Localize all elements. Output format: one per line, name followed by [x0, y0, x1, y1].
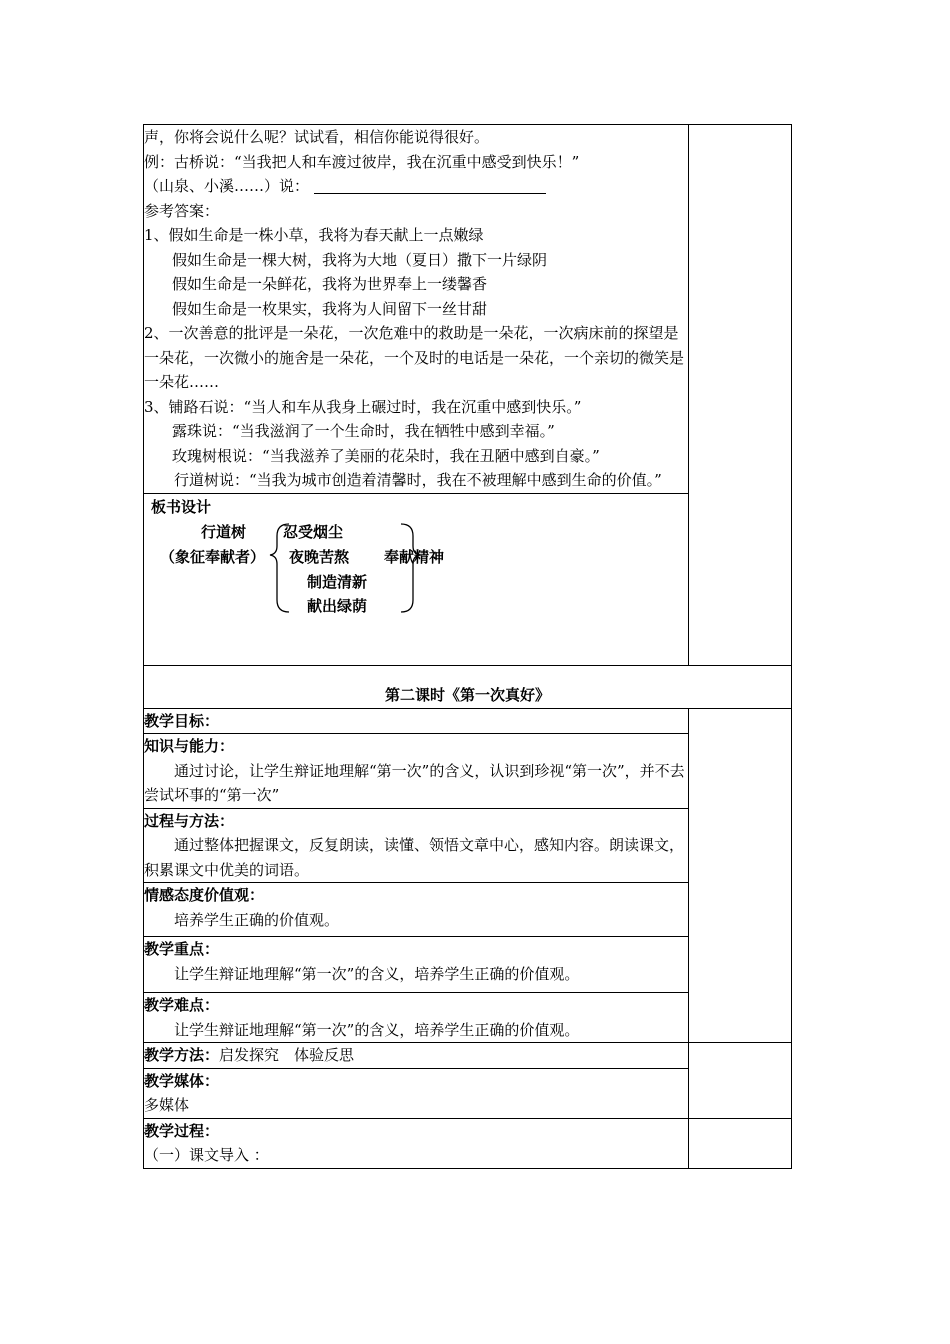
key-point-label: 教学重点： [144, 940, 220, 958]
answers-row [144, 125, 792, 494]
board-item: 献出绿荫 [307, 596, 368, 615]
answers-cell [144, 125, 689, 494]
board-heading: 板书设计 [151, 497, 212, 516]
text-line: 例：古桥说：“当我把人和车渡过彼岸，我在沉重中感受到快乐！” [144, 152, 580, 171]
board-subject: 行道树 [201, 522, 247, 541]
method-text: 启发探究 体验反思 [219, 1046, 355, 1064]
emotion-text: 培养学生正确的价值观。 [174, 910, 340, 929]
key-point-cell [144, 937, 689, 993]
procedure-step: （一）课文导入 ： [144, 1146, 269, 1164]
goals-cell [144, 708, 689, 734]
notes-column-cell [689, 1043, 792, 1119]
board-theme: 奉献精神 [384, 547, 445, 566]
right-brace [401, 524, 420, 612]
process-cell [144, 808, 689, 883]
text-line [144, 174, 688, 199]
board-design [144, 494, 688, 665]
method-cell [144, 1043, 689, 1069]
goals-row [144, 708, 792, 734]
media-cell [144, 1068, 689, 1118]
emotion-label: 情感态度价值观： [144, 886, 265, 904]
board-item: 制造清新 [307, 572, 368, 591]
text-line: 假如生命是一枚果实，我将为人间留下一丝甘甜 [172, 299, 488, 318]
media-label: 教学媒体： [144, 1071, 220, 1090]
notes-column-cell [689, 1118, 792, 1168]
board-symbol: （象征奉献者） [160, 547, 266, 566]
difficulty-label: 教学难点： [144, 996, 220, 1014]
fill-blank-line [314, 177, 546, 194]
brace-graphics [144, 494, 689, 665]
knowledge-label: 知识与能力： [144, 737, 235, 755]
left-brace [270, 524, 289, 612]
procedure-cell [144, 1118, 689, 1168]
board-item: 忍受烟尘 [283, 522, 344, 541]
lesson-title-cell [144, 665, 792, 708]
difficulty-text: 让学生辩证地理解“第一次”的含义，培养学生正确的价值观。 [174, 1020, 580, 1039]
process-label: 过程与方法： [144, 811, 235, 830]
text-line: 露珠说：“当我滋润了一个生命时，我在牺牲中感到幸福。” [172, 422, 555, 440]
key-point-text: 让学生辩证地理解“第一次”的含义，培养学生正确的价值观。 [174, 964, 580, 983]
procedure-label: 教学过程： [144, 1121, 220, 1140]
notes-column-cell [689, 708, 792, 1043]
media-text: 多媒体 [144, 1096, 190, 1114]
lesson-plan-table [143, 124, 792, 1169]
answer-paragraph: 2、一次善意的批评是一朵花，一次危难中的救助是一朵花，一次病床前的探望是一朵花，一次微小的施舍是一朵花，一个及时的电话是一朵花，一个亲切的微笑是一朵花…… [144, 324, 685, 391]
board-design-cell [144, 493, 689, 665]
goals-label: 教学目标： [144, 711, 220, 730]
board-item: 夜晚苦熬 [289, 547, 350, 566]
difficulty-cell [144, 993, 689, 1043]
text-line: 假如生命是一棵大树，我将为大地（夏日）撒下一片绿阴 [172, 250, 548, 269]
text-line: 玫瑰树根说：“当我滋养了美丽的花朵时，我在丑陋中感到自豪。” [172, 446, 600, 465]
process-text: 通过整体把握课文，反复朗读，读懂、领悟文章中心，感知内容。朗读课文，积累课文中优美的词语。 [144, 836, 685, 879]
text-line: 假如生命是一朵鲜花，我将为世界奉上一缕馨香 [172, 275, 488, 293]
method-label: 教学方法： [144, 1046, 220, 1064]
knowledge-cell [144, 734, 689, 809]
answer-paragraph: 行道树说：“当我为城市创造着清馨时，我在不被理解中感到生命的价值。” [174, 471, 662, 489]
procedure-row [144, 1118, 792, 1168]
fill-prompt: （山泉、小溪……）说： [144, 177, 310, 195]
knowledge-text: 通过讨论，让学生辩证地理解“第一次”的含义，认识到珍视“第一次”，并不去尝试坏事的“第一次” [144, 761, 685, 804]
text-line: 3、铺路石说：“当人和车从我身上碾过时，我在沉重中感到快乐。” [144, 397, 582, 416]
method-row [144, 1043, 792, 1069]
emotion-cell [144, 883, 689, 937]
text-line: 参考答案： [144, 201, 220, 220]
notes-column-cell [689, 125, 792, 666]
text-line: 声，你将会说什么呢？试试看，相信你能说得很好。 [144, 128, 490, 146]
lesson-title-row [144, 665, 792, 708]
lesson-title: 第二课时《第一次真好》 [384, 685, 550, 704]
text-line: 1、假如生命是一株小草，我将为春天献上一点嫩绿 [144, 226, 484, 244]
